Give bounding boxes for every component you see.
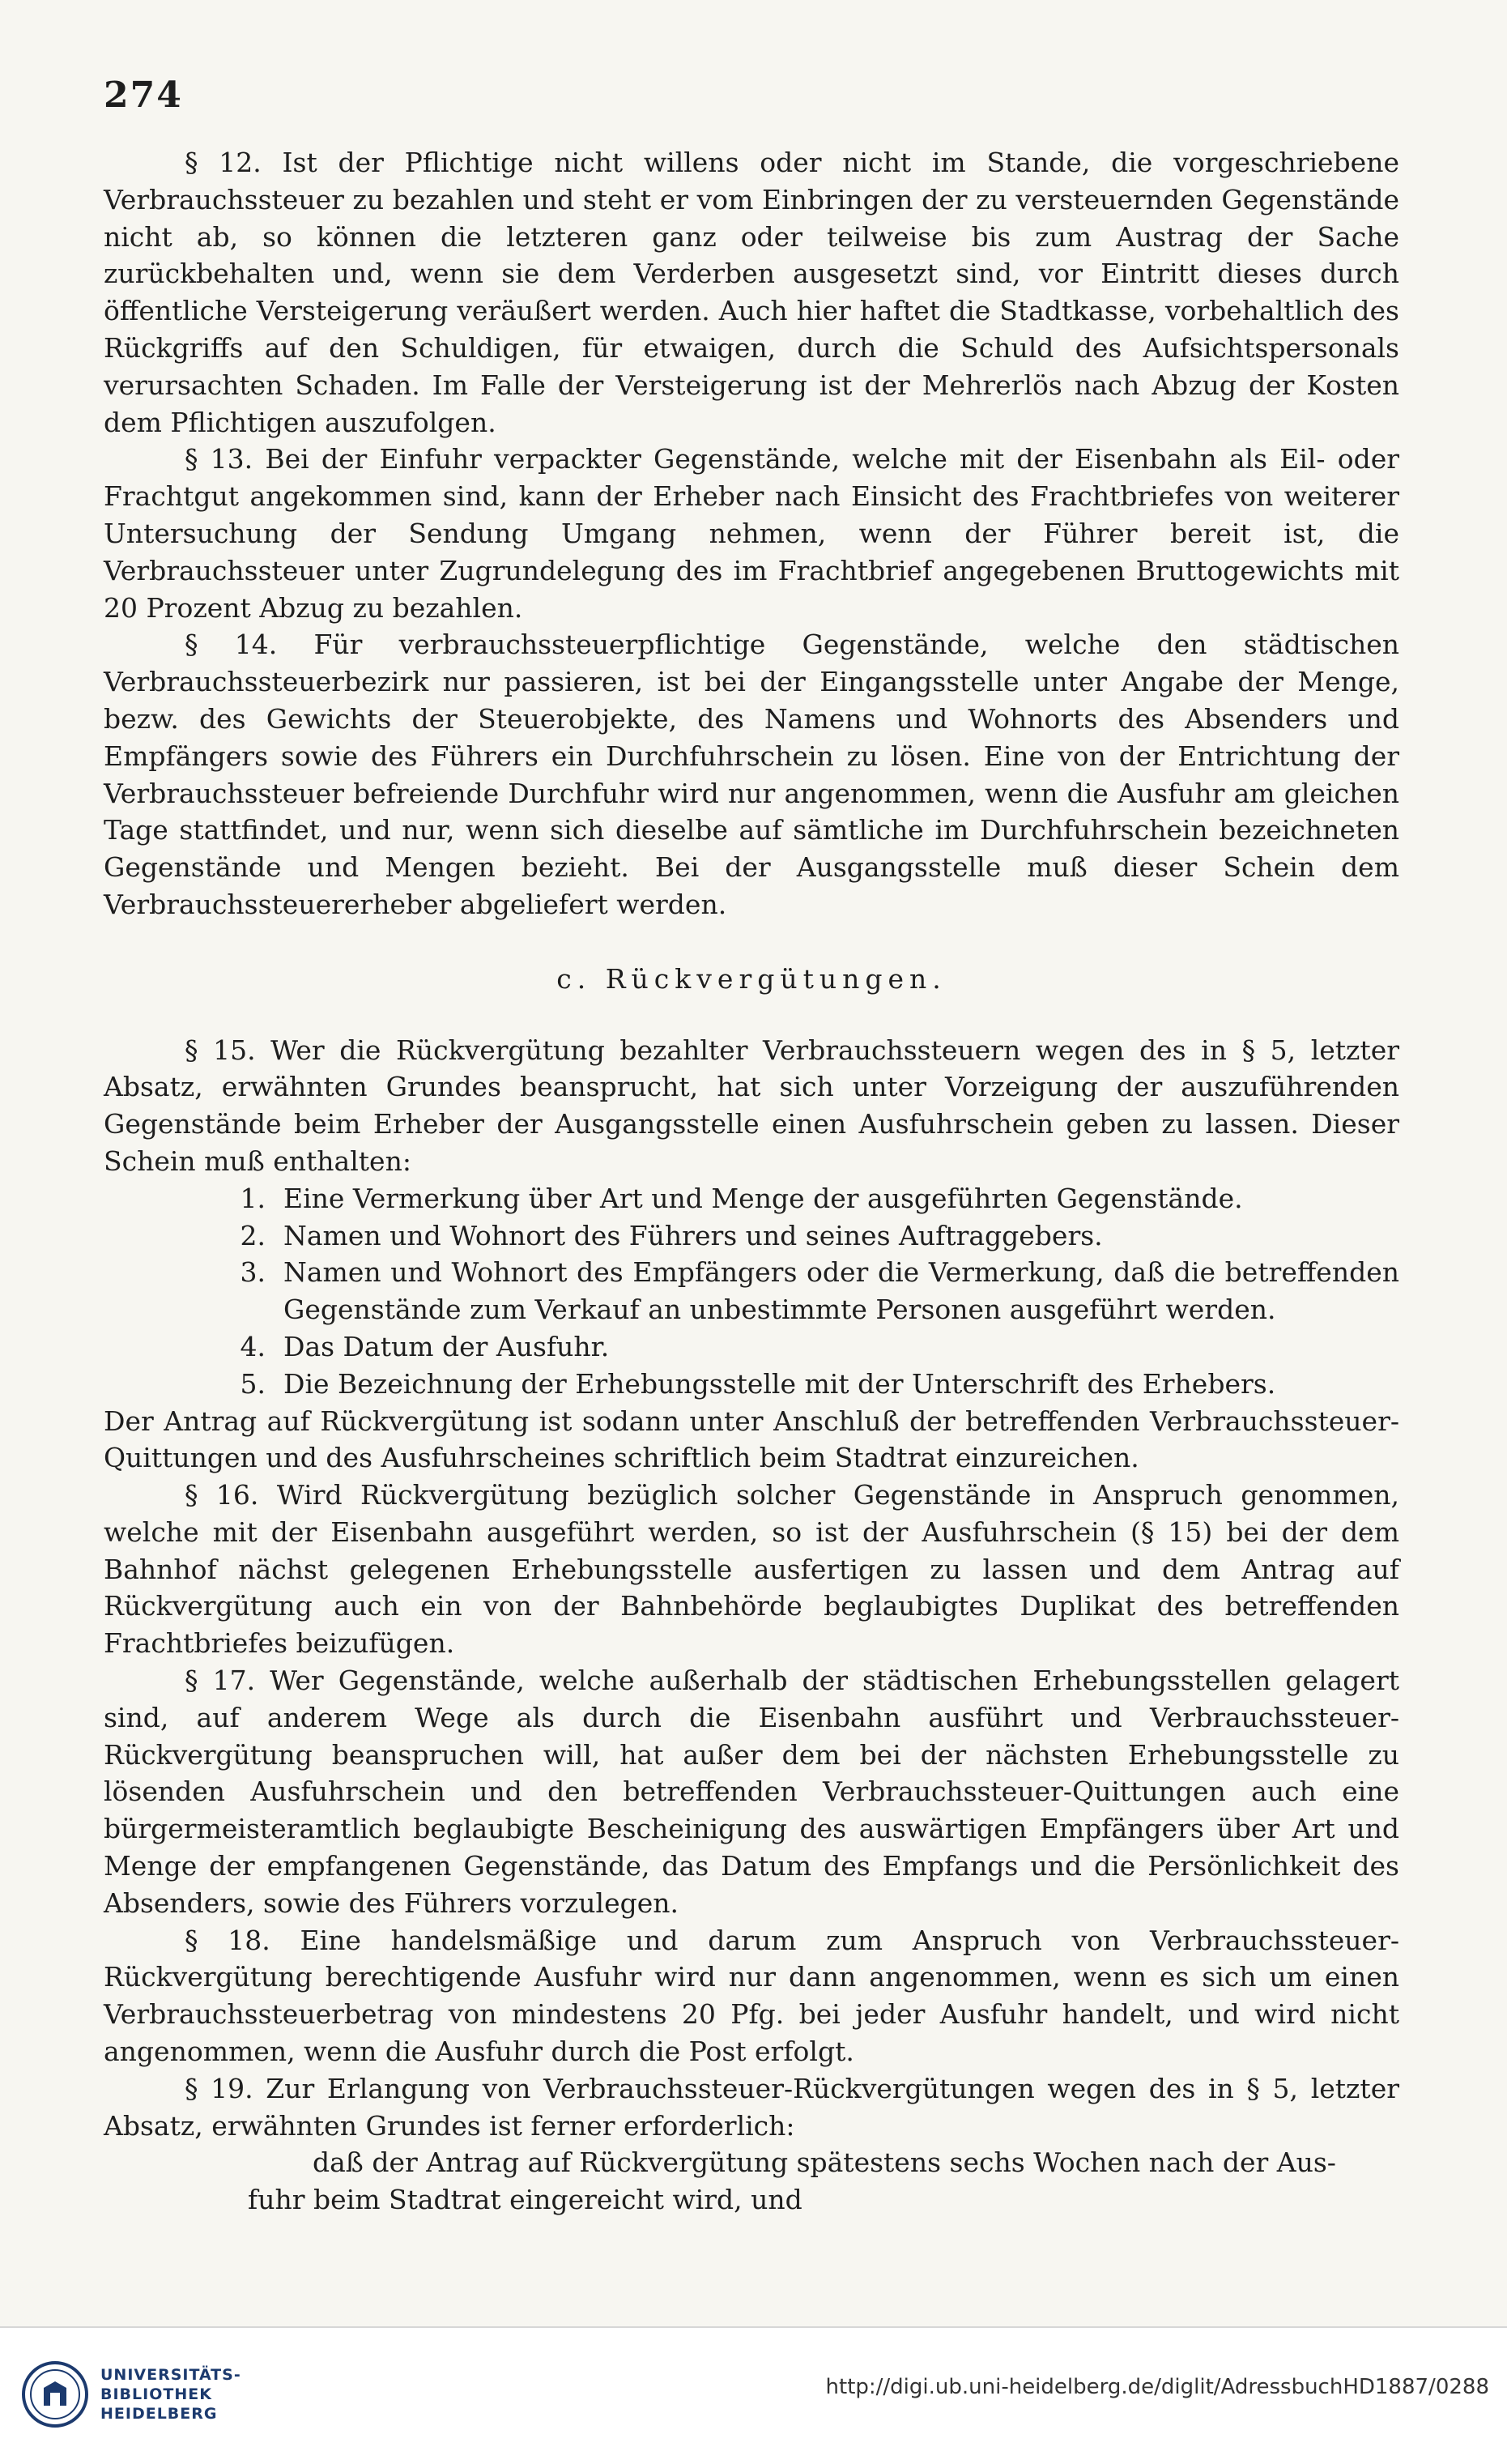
list-item xyxy=(104,1180,1399,1217)
logo-line-1: UNIVERSITÄTS- xyxy=(100,2366,241,2384)
university-seal-icon xyxy=(21,2360,89,2428)
list-item-number: 1. xyxy=(240,1182,266,1214)
paragraph-s17: § 17. Wer Gegenstände, welche außerhalb der städtischen Erhebungsstellen gelagert sind, auf anderem Wege als durch die Eisenbahn ausführt und Verbrauchssteuer-Rückvergütung beanspruchen will, hat außer dem bei der nächsten Erhebungsstelle zu lösenden Ausfuhrschein und den betreffenden Verbrauchssteuer-Quittungen auch eine bürgermeisteramtlich beglaubigte Bescheinigung des auswärtigen Empfängers über Art und Menge der empfangenen Gegenstände, das Datum des Empfangs und die Persönlichkeit des Absenders, sowie des Führers vorzulegen. xyxy=(104,1665,1399,1919)
paragraph-s15: § 15. Wer die Rückvergütung bezahlter Verbrauchssteuern wegen des in § 5, letzter Absatz, erwähnten Grundes beansprucht, hat sich unter Vorzeigung der auszuführenden Gegenstände beim Erheber der Ausgangsstelle einen Ausfuhrschein geben zu lassen. Dieser Schein muß enthalten: xyxy=(104,1034,1399,1177)
footer xyxy=(0,2328,1507,2464)
paragraph-s14: § 14. Für verbrauchssteuerpflichtige Gegenstände, welche den städtischen Verbrauchssteuerbezirk nur passieren, ist bei der Eingangsstelle unter Angabe der Menge, bezw. des Gewichts der Steuerobjekte, des Namens und Wohnorts des Absenders und Empfängers sowie des Führers ein Durchfuhrschein zu lösen. Eine von der Entrichtung der Verbrauchssteuer befreiende Durchfuhr wird nur angenommen, wenn die Ausfuhr am gleichen Tage stattfindet, und nur, wenn sich dieselbe auf sämtliche im Durchfuhrschein bezeichneten Gegenstände und Mengen bezieht. Bei der Ausgangsstelle muß dieser Schein dem Verbrauchssteuererheber abgeliefert werden. xyxy=(104,629,1399,920)
library-logo[interactable] xyxy=(21,2360,241,2428)
list-item xyxy=(104,1366,1399,1403)
list-item-text: Namen und Wohnort des Empfängers oder die Vermerkung, daß die betreffenden Gegenstände zum Verkauf an unbestimmte Personen ausgeführt werden. xyxy=(283,1256,1399,1326)
permalink-url[interactable]: http://digi.ub.uni-heidelberg.de/diglit/AdressbuchHD1887/0288 xyxy=(825,2375,1489,2399)
paragraph-s12: § 12. Ist der Pflichtige nicht willens oder nicht im Stande, die vorgeschriebene Verbrauchssteuer zu bezahlen und steht er vom Einbringen der zu versteuernden Gegenstände nicht ab, so können die letzteren ganz oder teilweise bis zum Austrag der Sache zurückbehalten und, wenn sie dem Verderben ausgesetzt sind, vor Eintritt dieses durch öffentliche Versteigerung veräußert werden. Auch hier haftet die Stadtkasse, vorbehaltlich des Rückgriffs auf den Schuldigen, für etwaigen, durch die Schuld des Aufsichtspersonals verursachten Schaden. Im Falle der Versteigerung ist der Mehrerlös nach Abzug der Kosten dem Pflichtigen auszufolgen. xyxy=(104,147,1399,438)
list-item-text: Namen und Wohnort des Führers und seines Auftraggebers. xyxy=(283,1219,1103,1251)
paragraph-s13: § 13. Bei der Einfuhr verpackter Gegenstände, welche mit der Eisenbahn als Eil- oder Frachtgut angekommen sind, kann der Erheber nach Einsicht des Frachtbriefes von weiterer Untersuchung der Sendung Umgang nehmen, wenn der Führer bereit ist, die Verbrauchssteuer unter Zugrundelegung des im Frachtbrief angegebenen Bruttogewichts mit 20 Prozent Abzug zu bezahlen. xyxy=(104,443,1399,624)
body-text xyxy=(104,144,1399,2219)
s19-condition-line: daß der Antrag auf Rückvergütung spätestens sechs Wochen nach der Aus- xyxy=(313,2146,1336,2179)
s15-list xyxy=(104,1180,1399,1403)
library-name xyxy=(100,2365,241,2424)
list-item-number: 3. xyxy=(240,1256,266,1289)
logo-line-2: BIBLIOTHEK xyxy=(100,2385,212,2403)
list-item-number: 2. xyxy=(240,1219,266,1251)
page-number: 274 xyxy=(104,75,183,116)
list-item xyxy=(104,1217,1399,1255)
list-item-text: Das Datum der Ausfuhr. xyxy=(283,1330,610,1362)
paragraph-s18: § 18. Eine handelsmäßige und darum zum Anspruch von Verbrauchssteuer-Rückvergütung berechtigende Ausfuhr wird nur dann angenommen, wenn es sich um einen Verbrauchssteuerbetrag von mindestens 20 Pfg. bei jeder Ausfuhr handelt, und wird nicht angenommen, wenn die Ausfuhr durch die Post erfolgt. xyxy=(104,1924,1399,2068)
s19-condition-continuation: fuhr beim Stadtrat eingereicht wird, und xyxy=(248,2184,802,2216)
list-item-text: Die Bezeichnung der Erhebungsstelle mit der Unterschrift des Erhebers. xyxy=(283,1367,1276,1400)
paragraph-s15-tail: Der Antrag auf Rückvergütung ist sodann unter Anschluß der betreffenden Verbrauchssteuer-Quittungen und des Ausfuhrscheines schriftlich beim Stadtrat einzureichen. xyxy=(104,1405,1399,1474)
list-item xyxy=(104,1328,1399,1366)
section-heading: c. Rückvergütungen. xyxy=(556,962,947,995)
list-item-text: Eine Vermerkung über Art und Menge der ausgeführten Gegenstände. xyxy=(283,1182,1243,1214)
logo-line-3: HEIDELBERG xyxy=(100,2405,218,2423)
paragraph-s19: § 19. Zur Erlangung von Verbrauchssteuer-Rückvergütungen wegen des in § 5, letzter Absatz, erwähnten Grundes ist ferner erforderlich: xyxy=(104,2072,1399,2142)
list-item xyxy=(104,1254,1399,1328)
list-item-number: 4. xyxy=(240,1330,266,1362)
list-item-number: 5. xyxy=(240,1367,266,1400)
paragraph-s16: § 16. Wird Rückvergütung bezüglich solcher Gegenstände in Anspruch genommen, welche mit der Eisenbahn ausgeführt werden, so ist der Ausfuhrschein (§ 15) bei der dem Bahnhof nächst gelegenen Erhebungsstelle ausfertigen zu lassen und dem Antrag auf Rückvergütung auch ein von der Bahnbehörde beglaubigtes Duplikat des betreffenden Frachtbriefes beizufügen. xyxy=(104,1479,1399,1660)
